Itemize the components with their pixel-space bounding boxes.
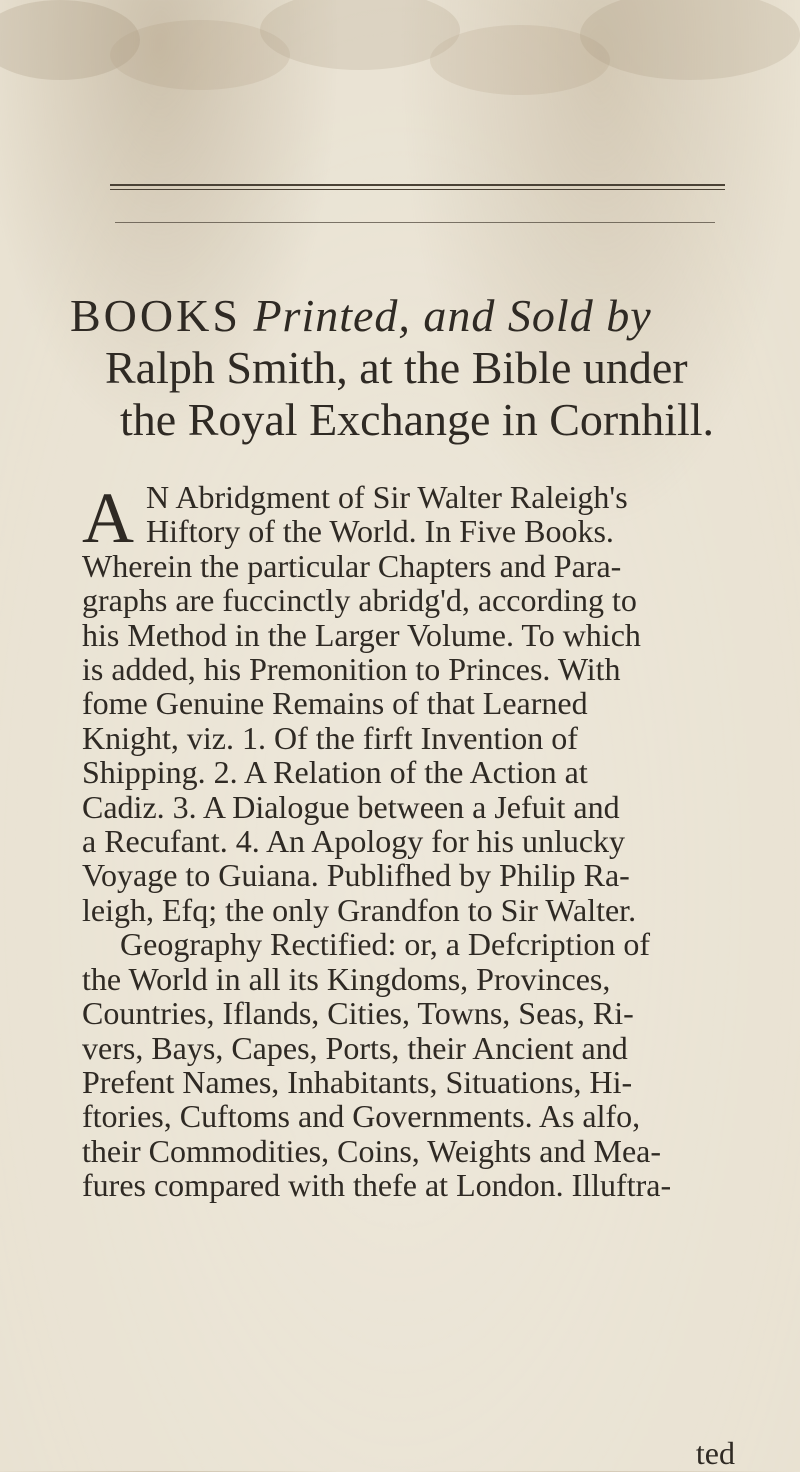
top-rule-faint xyxy=(115,222,715,223)
heading-line-3: the Royal Exchange in Cornhill. xyxy=(120,394,715,445)
top-rule-thin xyxy=(110,189,725,190)
page-heading xyxy=(70,290,750,446)
catchword: ted xyxy=(695,1435,735,1471)
page-body xyxy=(82,480,772,1203)
entry-raleigh-abridgment: A N Abridgment of Sir Walter Raleigh's Hiftory of the World. In Five Books. Wherein the particular Chapters and Para- graphs are fuccinctly abridg'd, according to his Method in the Larger Volume. To which is added, his Premonition to Princes. With fome Genuine Remains of that Learned Knight, viz. 1. Of the firft Invention of Shipping. 2. A Relation of the Action at Cadiz. 3. A Dialogue between a Jefuit and a Recufant. 4. An Apology for his unlucky Voyage to Guiana. Publifhed by Philip Ra- leigh, Efq; the only Grandfon to Sir Walter. xyxy=(82,478,641,928)
heading-line-1: BOOKS Printed, and Sold by xyxy=(70,290,652,341)
drop-cap: A xyxy=(82,478,134,558)
top-rule-thick xyxy=(110,184,725,186)
page-stain-decoration xyxy=(0,0,800,120)
entry-geography-rectified: Geography Rectified: or, a Defcription of the World in all its Kingdoms, Provinces, Countries, Iflands, Cities, Towns, Seas, Ri- vers, Bays, Capes, Ports, their Ancient and Prefent Names, Inhabitants, Situations, Hi- ftories, Cuftoms and Governments. As alfo, their Commodities, Coins, Weights and Mea- fures compared with thefe at London. Illuftra- xyxy=(82,926,672,1204)
heading-line-2: Ralph Smith, at the Bible under xyxy=(105,342,688,393)
